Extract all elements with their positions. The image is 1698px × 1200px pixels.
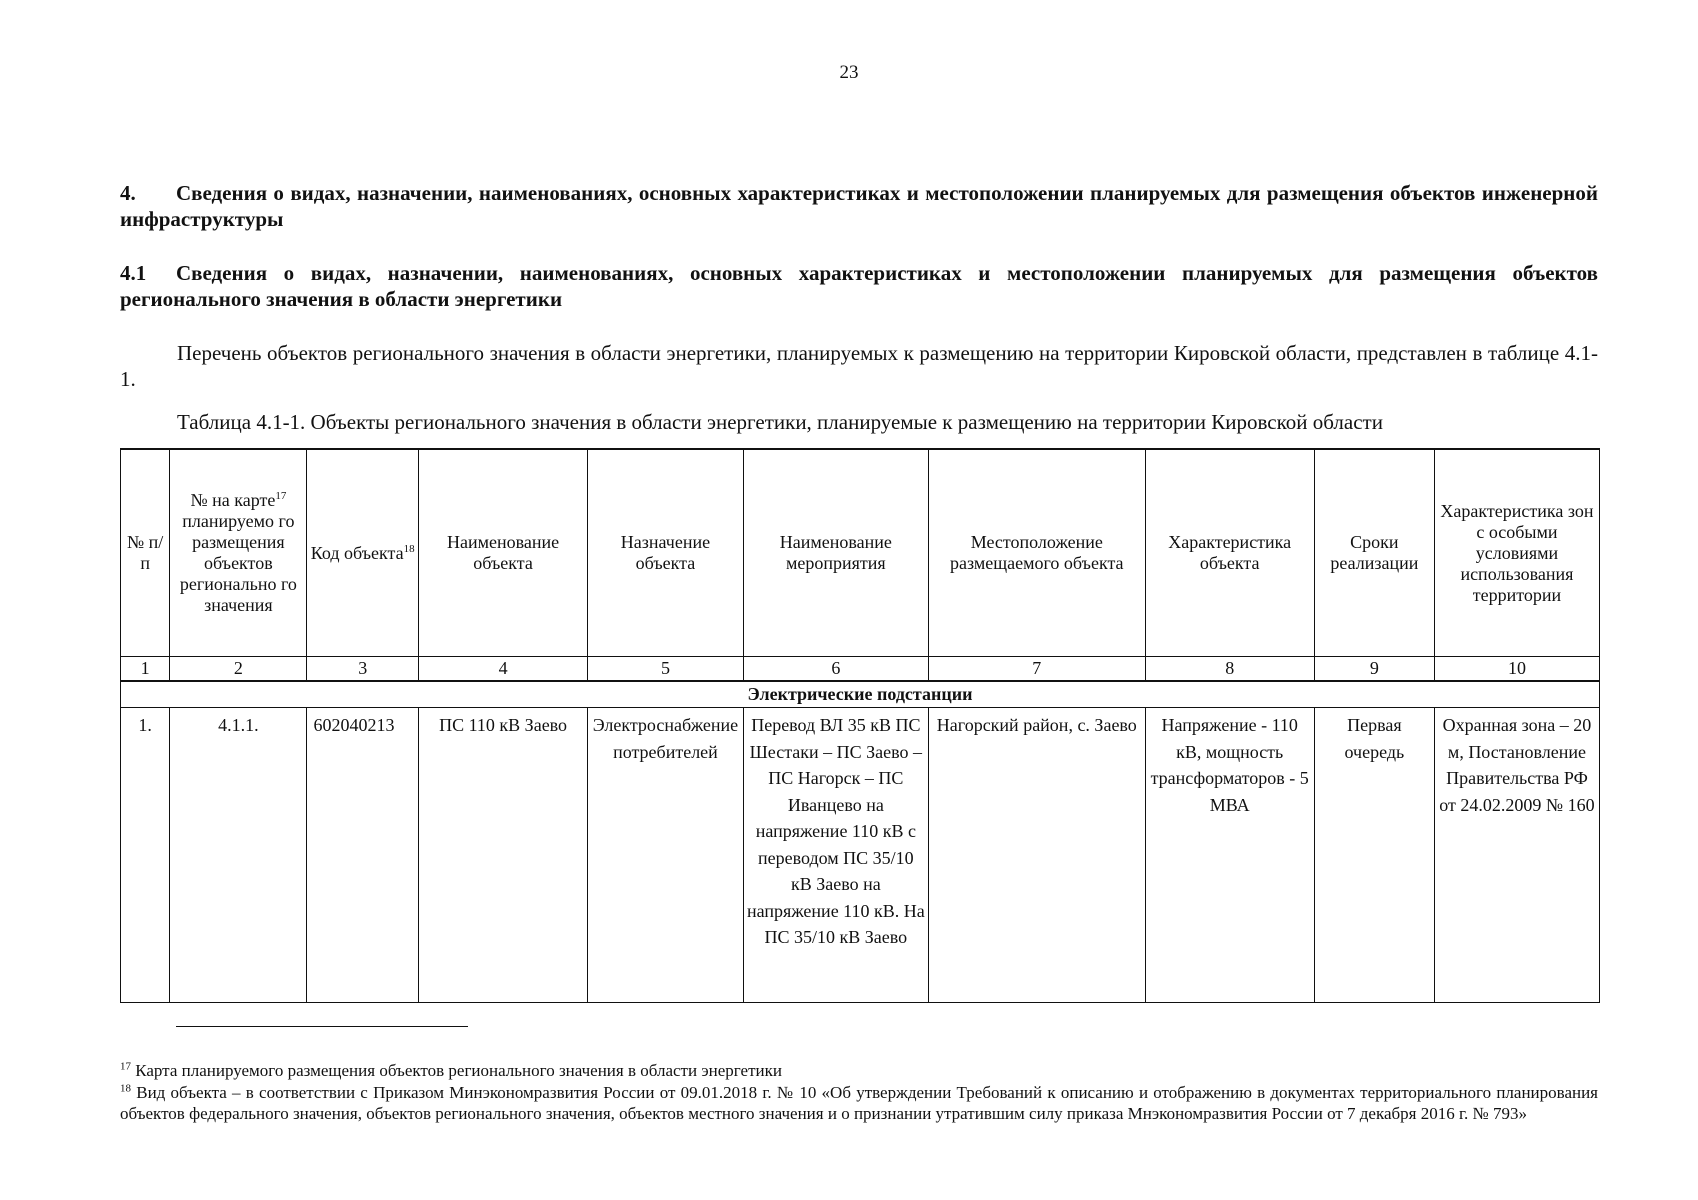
header-object-code: Код объекта$^{18}$ xyxy=(307,449,418,657)
cell-zones: Охранная зона – 20 м, Постановление Правительства РФ от 24.02.2009 № 160 xyxy=(1434,708,1599,1003)
column-number-row xyxy=(121,657,1600,682)
section-title: Сведения о видах, назначении, наименованиях, основных характеристиках и местоположении планируемых для размещения объектов регионального значения в области энергетики xyxy=(120,261,1598,311)
header-zones: Характеристика зон с особыми условиями использования территории xyxy=(1434,449,1599,657)
header-measure-name: Наименование мероприятия xyxy=(743,449,928,657)
cell-object-purpose: Электроснабжение потребителей xyxy=(588,708,743,1003)
cell-measure-name: Перевод ВЛ 35 кВ ПС Шестаки – ПС Заево – ПС Нагорск – ПС Иванцево на напряжение 110 кВ с переводом ПС 35/10 кВ Заево на напряжение 110 кВ. На ПС 35/10 кВ Заево xyxy=(743,708,928,1003)
section-number: 4. xyxy=(120,181,136,205)
section-row xyxy=(121,681,1600,708)
column-number: 8 xyxy=(1145,657,1314,682)
footnote-18 xyxy=(120,1082,1598,1124)
column-number: 9 xyxy=(1314,657,1434,682)
footnote-text: Вид объекта – в соответствии с Приказом Минэкономразвития России от 09.01.2018 г. № 10 «Об утверждении Требований к описанию и отображению в документах территориального планирования объектов федерального значения, объектов регионального значения, объектов местного значения и о признании утратившим силу приказа Мнэкономразвития России от 7 декабря 2016 г. № 793» xyxy=(120,1083,1599,1123)
section-heading-4 xyxy=(120,180,1598,232)
header-number: № п/п xyxy=(121,449,170,657)
footnote-17 xyxy=(120,1060,1598,1081)
page-number: 23 xyxy=(839,62,859,83)
column-number: 4 xyxy=(418,657,587,682)
cell-location: Нагорский район, с. Заево xyxy=(929,708,1145,1003)
table-caption: Таблица 4.1-1. Объекты регионального значения в области энергетики, планируемые к размещению на территории Кировской области xyxy=(177,410,1383,434)
cell-map-number: 4.1.1. xyxy=(170,708,307,1003)
cell-object-code: 602040213 xyxy=(307,708,418,1003)
table-row xyxy=(121,708,1600,1003)
header-map-number: № на карте$^{17}$ планируемо го размещения объектов регионально го значения xyxy=(170,449,307,657)
column-number: 5 xyxy=(588,657,743,682)
column-number: 3 xyxy=(307,657,418,682)
footnote-mark: 18 xyxy=(120,1082,131,1095)
cell-timeline: Первая очередь xyxy=(1314,708,1434,1003)
cell-object-name: ПС 110 кВ Заево xyxy=(418,708,587,1003)
header-location: Местоположение размещаемого объекта xyxy=(929,449,1145,657)
intro-paragraph: Перечень объектов регионального значения в области энергетики, планируемых к размещению на территории Кировской области, представлен в таблице 4.1-1. xyxy=(120,341,1598,391)
section-title-substations: Электрические подстанции xyxy=(121,681,1600,708)
table-header-row xyxy=(121,449,1600,657)
column-number: 1 xyxy=(121,657,170,682)
header-timeline: Сроки реализации xyxy=(1314,449,1434,657)
cell-characteristics: Напряжение - 110 кВ, мощность трансформаторов - 5 МВА xyxy=(1145,708,1314,1003)
objects-table xyxy=(120,448,1600,1003)
footnote-separator xyxy=(176,1026,468,1027)
column-number: 6 xyxy=(743,657,928,682)
header-object-name: Наименование объекта xyxy=(418,449,587,657)
footnote-text: Карта планируемого размещения объектов регионального значения в области энергетики xyxy=(135,1061,782,1080)
footnote-mark: 17 xyxy=(120,1060,131,1073)
section-title: Сведения о видах, назначении, наименованиях, основных характеристиках и местоположении планируемых для размещения объектов инженерной инфраструктуры xyxy=(120,181,1598,231)
column-number: 2 xyxy=(170,657,307,682)
section-heading-4-1 xyxy=(120,260,1598,312)
header-object-purpose: Назначение объекта xyxy=(588,449,743,657)
column-number: 7 xyxy=(929,657,1145,682)
section-number: 4.1 xyxy=(120,261,147,285)
header-characteristics: Характеристика объекта xyxy=(1145,449,1314,657)
column-number: 10 xyxy=(1434,657,1599,682)
cell-number: 1. xyxy=(121,708,170,1003)
